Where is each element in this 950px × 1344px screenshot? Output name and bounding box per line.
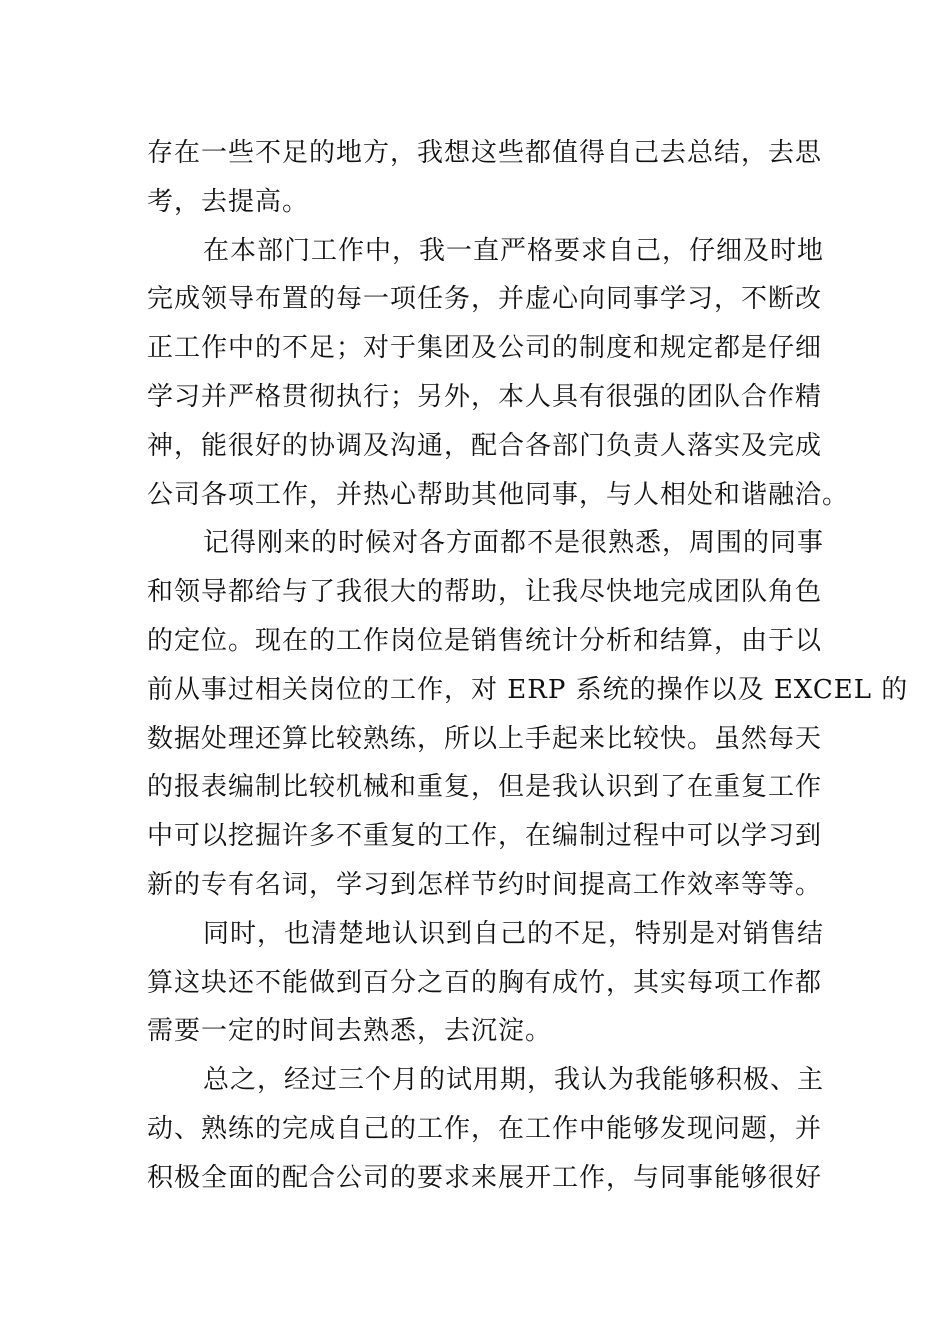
text-line: 数据处理还算比较熟练，所以上手起来比较快。虽然每天: [147, 723, 823, 754]
text-line: 总之，经过三个月的试用期，我认为我能够积极、主: [203, 1065, 825, 1096]
text-line: 正工作中的不足；对于集团及公司的制度和规定都是仔细: [147, 333, 823, 364]
text-line: 的定位。现在的工作岗位是销售统计分析和结算，由于以: [147, 625, 823, 656]
text-line: 动、熟练的完成自己的工作，在工作中能够发现问题，并: [147, 1113, 823, 1144]
text-line: 同时，也清楚地认识到自己的不足，特别是对销售结: [203, 918, 825, 949]
text-line: 学习并严格贯彻执行；另外，本人具有很强的团队合作精: [147, 381, 823, 412]
text-line: 考，去提高。: [147, 186, 310, 217]
document-body: [147, 129, 909, 1203]
text-line: 神，能很好的协调及沟通，配合各部门负责人落实及完成: [147, 430, 823, 461]
text-line: 需要一定的时间去熟悉，去沉淀。: [147, 1016, 553, 1047]
text-line: 积极全面的配合公司的要求来展开工作，与同事能够很好: [147, 1162, 823, 1193]
text-line: 前从事过相关岗位的工作，对 ERP 系统的操作以及 EXCEL 的: [147, 674, 909, 705]
text-line: 公司各项工作，并热心帮助其他同事，与人相处和谐融洽。: [147, 479, 850, 510]
text-line: 和领导都给与了我很大的帮助，让我尽快地完成团队角色: [147, 577, 823, 608]
text-line: 完成领导布置的每一项任务，并虚心向同事学习，不断改: [147, 284, 823, 315]
text-line: 中可以挖掘许多不重复的工作，在编制过程中可以学习到: [147, 821, 823, 852]
text-line: 在本部门工作中，我一直严格要求自己，仔细及时地: [203, 235, 825, 266]
text-line: 的报表编制比较机械和重复，但是我认识到了在重复工作: [147, 772, 823, 803]
text-line: 算这块还不能做到百分之百的胸有成竹，其实每项工作都: [147, 967, 823, 998]
text-line: 新的专有名词，学习到怎样节约时间提高工作效率等等。: [147, 869, 823, 900]
text-line: 记得刚来的时候对各方面都不是很熟悉，周围的同事: [203, 528, 825, 559]
text-line: 存在一些不足的地方，我想这些都值得自己去总结，去思: [147, 138, 823, 168]
